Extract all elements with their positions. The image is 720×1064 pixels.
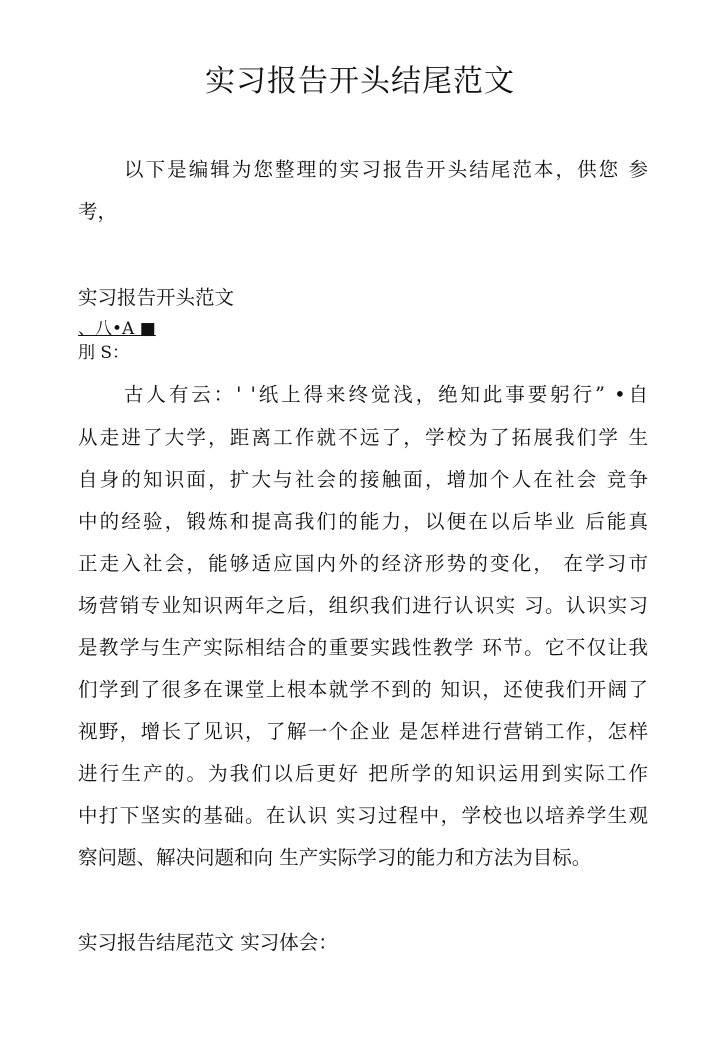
body-line: 正走入社会，能够适应国内外的经济形势的变化， 在学习市: [78, 552, 648, 575]
body-line: 场营销专业知识两年之后，组织我们进行认识实 习。认识实习: [78, 594, 648, 617]
intro-line-2: 考，: [78, 200, 118, 223]
garbled-line-1: 、八•A ■: [78, 319, 156, 339]
body-line: 察问题、解决问题和向 生产实际学习的能力和方法为目标。: [78, 846, 592, 869]
garbled-line-2: 刖 S：: [78, 343, 130, 363]
body-line: 视野，增长了见识，了解一个企业 是怎样进行营销工作，怎样: [78, 720, 648, 743]
section-heading-closing: 实习报告结尾范文 实习体会：: [78, 931, 338, 954]
body-line: 中的经验，锻炼和提高我们的能力，以便在以后毕业 后能真: [78, 510, 648, 533]
body-line: 们学到了很多在课堂上根本就学不到的 知识，还使我们开阔了: [78, 678, 648, 701]
body-line: 自身的知识面，扩大与社会的接触面，增加个人在社会 竞争: [78, 468, 648, 491]
body-line: 中打下坚实的基础。在认识 实习过程中，学校也以培养学生观: [78, 804, 648, 827]
intro-line-1: 以下是编辑为您整理的实习报告开头结尾范本，供您 参: [124, 158, 648, 181]
body-line: 进行生产的。为我们以后更好 把所学的知识运用到实际工作: [78, 762, 648, 785]
document-title: 实习报告开头结尾范文: [205, 64, 515, 99]
body-line: 古人有云：' '纸上得来终觉浅，绝知此事要躬行” •自: [124, 383, 648, 406]
body-line: 从走进了大学，距离工作就不远了，学校为了拓展我们学 生: [78, 426, 648, 449]
section-heading-opening: 实习报告开头范文: [78, 286, 235, 309]
body-line: 是教学与生产实际相结合的重要实践性教学 环节。它不仅让我: [78, 636, 648, 659]
